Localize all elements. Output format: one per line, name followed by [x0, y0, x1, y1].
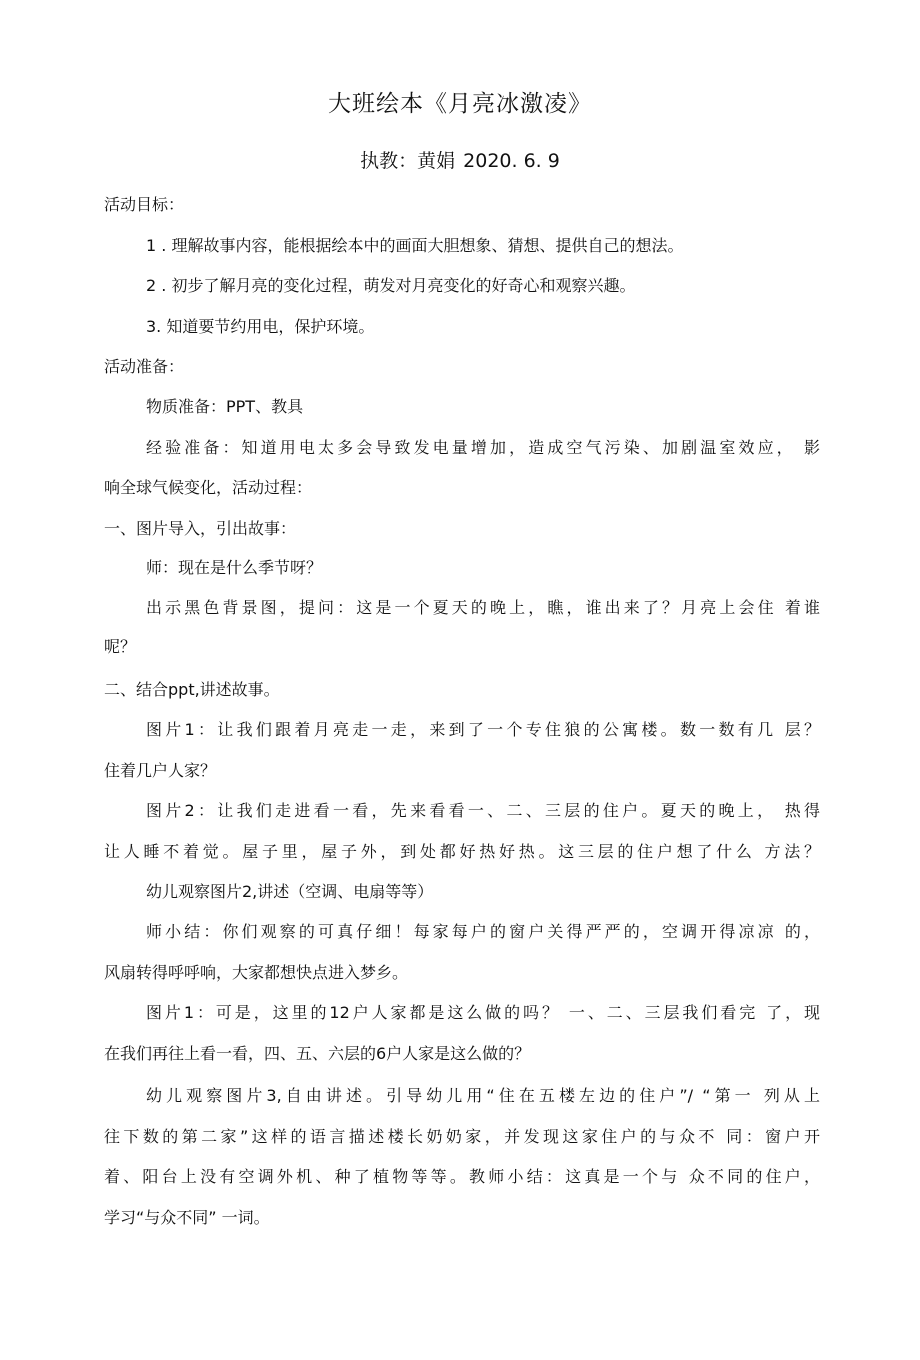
- observe-picture-3-line-3: 着、阳台上没有空调外机、种了植物等等。教师小结：这真是一个与 众不同的住户，: [104, 1167, 820, 1186]
- observe-picture-3-line-2: 往下数的第二家”这样的语言描述楼长奶奶家，并发现这家住户的与众不 同：窗户开: [104, 1127, 820, 1146]
- section-heading-step-1: 一、图片导入，引出故事：: [104, 519, 297, 538]
- observe-picture-3-line-4: 学习“与众不同” 一词。: [104, 1208, 270, 1227]
- document-subtitle: [0, 144, 920, 178]
- observe-picture-3-line-1: 幼儿观察图片3,自由讲述。引导幼儿用“住在五楼左边的住户”/ “第一 列从上: [146, 1086, 820, 1105]
- teacher-label: 执教：黄娟: [360, 150, 456, 172]
- material-preparation: 物质准备：PPT、教具: [146, 397, 304, 416]
- section-heading-preparation: 活动准备：: [104, 357, 185, 376]
- goal-item-2: 2 . 初步了解月亮的变化过程，萌发对月亮变化的好奇心和观察兴趣。: [146, 276, 636, 295]
- experience-preparation-line-1: 经验准备：知道用电太多会导致发电量增加，造成空气污染、加剧温室效应， 影: [146, 438, 820, 457]
- observe-picture-2: 幼儿观察图片2,讲述（空调、电扇等等）: [146, 882, 434, 901]
- section-heading-goals: 活动目标：: [104, 195, 185, 214]
- show-background-line-2: 呢？: [104, 637, 137, 656]
- picture-1-again-line-1: 图片1：可是，这里的12户人家都是这么做的吗？ 一、二、三层我们看完 了，现: [146, 1003, 820, 1022]
- section-heading-step-2: 二、结合ppt,讲述故事。: [104, 680, 280, 699]
- teacher-summary-line-2: 风扇转得呼呼响，大家都想快点进入梦乡。: [104, 963, 409, 982]
- experience-preparation-line-2: 响全球气候变化，活动过程：: [104, 478, 313, 497]
- teacher-question: 师：现在是什么季节呀？: [146, 558, 323, 577]
- picture-1-again-line-2: 在我们再往上看一看，四、五、六层的6户人家是这么做的？: [104, 1044, 531, 1063]
- picture-2-line-1: 图片2：让我们走进看一看，先来看看一、二、三层的住户。夏天的晚上， 热得: [146, 801, 820, 820]
- picture-1-line-2: 住着几户人家？: [104, 761, 217, 780]
- goal-item-1: 1 . 理解故事内容，能根据绘本中的画面大胆想象、猜想、提供自己的想法。: [146, 236, 684, 255]
- teacher-summary-line-1: 师小结：你们观察的可真仔细！每家每户的窗户关得严严的，空调开得凉凉 的，: [146, 922, 820, 941]
- picture-1-line-1: 图片1：让我们跟着月亮走一走，来到了一个专住狼的公寓楼。数一数有几 层？: [146, 720, 820, 739]
- goal-item-3: 3. 知道要节约用电，保护环境。: [146, 317, 375, 336]
- picture-2-line-2: 让人睡不着觉。屋子里，屋子外，到处都好热好热。这三层的住户想了什么 方法？: [104, 842, 820, 861]
- show-background-line-1: 出示黑色背景图，提问：这是一个夏天的晚上，瞧，谁出来了？月亮上会住 着谁: [146, 598, 820, 617]
- lesson-date: 2020. 6. 9: [463, 150, 560, 172]
- document-title: 大班绘本《月亮冰激凌》: [328, 91, 592, 117]
